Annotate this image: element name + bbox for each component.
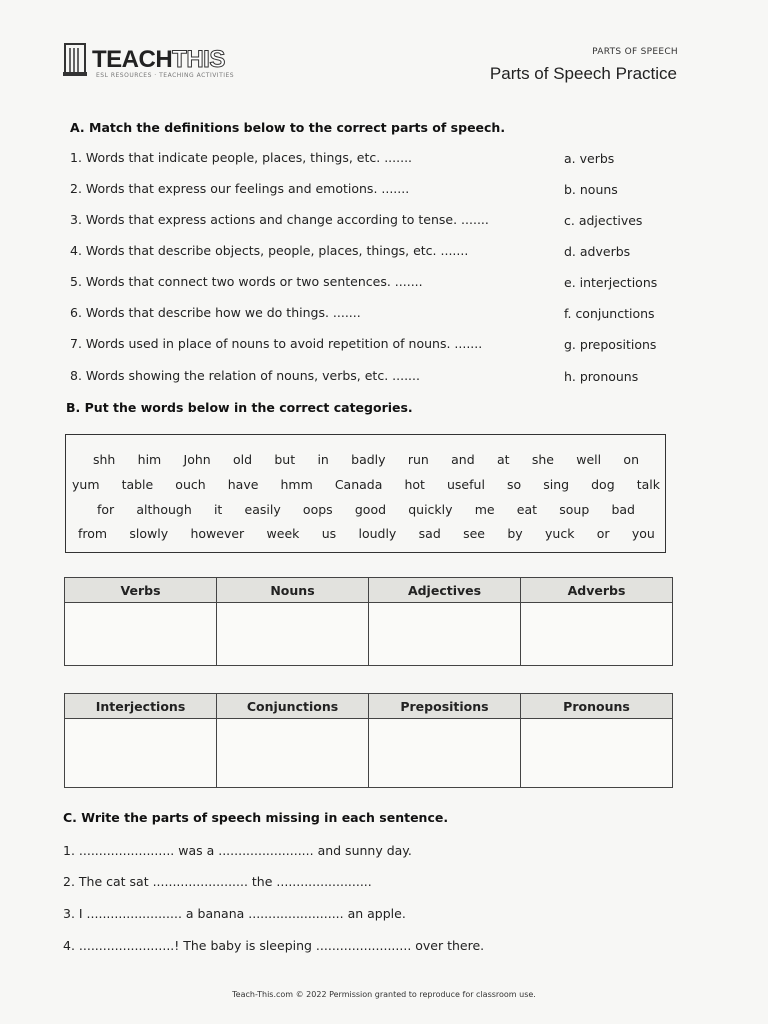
word-bank-word: good [354,502,387,517]
footer-copyright: Teach-This.com © 2022 Permission granted to reproduce for classroom use. [232,990,536,999]
logo-tagline: ESL RESOURCES · TEACHING ACTIVITIES [96,72,235,79]
word-bank-word: although [136,502,192,517]
definition-item: 7. Words used in place of nouns to avoid repetition of nouns. ....... [70,336,483,351]
word-bank-word: you [631,526,655,541]
word-bank-word: slowly [129,526,169,541]
word-bank-word: oops [302,502,333,517]
category-table-2 [64,693,673,788]
word-bank-word: me [474,502,495,517]
word-bank-word: John [183,452,211,467]
word-bank-word: so [506,477,522,492]
page-category: PARTS OF SPEECH [592,47,678,57]
answer-cell[interactable] [217,719,369,788]
category-header: Nouns [217,578,369,603]
answer-option: b. nouns [564,182,618,197]
word-bank-row [66,452,665,467]
word-bank-row [66,477,665,492]
logo-wordmark: TEACHTHIS [92,46,225,73]
answer-cell[interactable] [521,603,673,666]
definition-item: 3. Words that express actions and change according to tense. ....... [70,212,489,227]
category-header: Conjunctions [217,694,369,719]
word-bank-word: Canada [334,477,383,492]
word-bank-word: him [137,452,162,467]
definition-item: 6. Words that describe how we do things. ....... [70,305,361,320]
word-bank-word: by [507,526,523,541]
answer-option: f. conjunctions [564,306,655,321]
page-title: Parts of Speech Practice [489,64,677,83]
category-header: Interjections [65,694,217,719]
word-bank-word: well [576,452,602,467]
word-bank-word: table [121,477,154,492]
word-bank-word: yum [72,477,100,492]
word-bank-word: hmm [280,477,313,492]
word-bank [65,434,666,553]
definition-item: 2. Words that express our feelings and emotions. ....... [70,181,410,196]
word-bank-word: or [596,526,610,541]
sentence-item: 2. The cat sat ........................ the ........................ [63,874,372,889]
category-header: Verbs [65,578,217,603]
word-bank-word: shh [93,452,116,467]
category-header: Pronouns [521,694,673,719]
word-bank-word: easily [244,502,281,517]
answer-cell[interactable] [65,719,217,788]
answer-option: h. pronouns [564,369,639,384]
word-bank-word: quickly [408,502,453,517]
sentence-item: 3. I ........................ a banana ........................ an apple. [63,906,406,921]
word-bank-word: useful [447,477,485,492]
word-bank-word: old [233,452,253,467]
word-bank-word: badly [351,452,386,467]
answer-option: e. interjections [564,275,658,290]
answer-option: d. adverbs [564,244,631,259]
sentence-item: 1. ........................ was a ........................ and sunny day. [63,843,412,858]
answer-cell[interactable] [369,719,521,788]
category-table-1 [64,577,673,666]
word-bank-word: week [266,526,300,541]
answer-cell[interactable] [217,603,369,666]
sentence-item: 4. ........................! The baby is sleeping ........................ over there. [63,938,485,953]
word-bank-word: it [213,502,223,517]
word-bank-word: us [321,526,337,541]
word-bank-word: eat [516,502,538,517]
word-bank-word: run [407,452,429,467]
category-header: Adverbs [521,578,673,603]
word-bank-word: ouch [175,477,206,492]
word-bank-word: yuck [545,526,575,541]
word-bank-word: and [451,452,475,467]
definition-item: 4. Words that describe objects, people, places, things, etc. ....... [70,243,469,258]
word-bank-word: soup [559,502,590,517]
word-bank-row [66,502,665,517]
word-bank-word: she [531,452,554,467]
answer-option: a. verbs [564,151,615,166]
definition-item: 1. Words that indicate people, places, things, etc. ....... [70,150,413,165]
section-b-heading: B. Put the words below in the correct categories. [66,400,413,415]
word-bank-row [66,526,665,541]
word-bank-word: loudly [358,526,397,541]
word-bank-word: dog [591,477,615,492]
word-bank-word: at [496,452,510,467]
section-c-heading: C. Write the parts of speech missing in each sentence. [63,810,449,825]
word-bank-word: in [317,452,329,467]
section-a-heading: A. Match the definitions below to the correct parts of speech. [70,120,506,135]
word-bank-word: see [463,526,485,541]
word-bank-word: talk [636,477,660,492]
word-bank-word: bad [611,502,635,517]
definition-item: 5. Words that connect two words or two sentences. ....... [70,274,423,289]
answer-option: g. prepositions [564,337,657,352]
teach-this-logo [62,42,242,82]
word-bank-word: have [227,477,259,492]
word-bank-word: for [97,502,115,517]
word-bank-word: hot [404,477,425,492]
word-bank-word: but [274,452,296,467]
answer-cell[interactable] [521,719,673,788]
answer-option: c. adjectives [564,213,643,228]
answer-cell[interactable] [65,603,217,666]
category-header: Prepositions [369,694,521,719]
definition-item: 8. Words showing the relation of nouns, verbs, etc. ....... [70,368,420,383]
word-bank-word: sad [418,526,441,541]
word-bank-word: on [623,452,639,467]
word-bank-word: from [78,526,108,541]
word-bank-word: sing [543,477,570,492]
category-header: Adjectives [369,578,521,603]
answer-cell[interactable] [369,603,521,666]
word-bank-word: however [190,526,245,541]
book-logo-icon [62,42,90,78]
